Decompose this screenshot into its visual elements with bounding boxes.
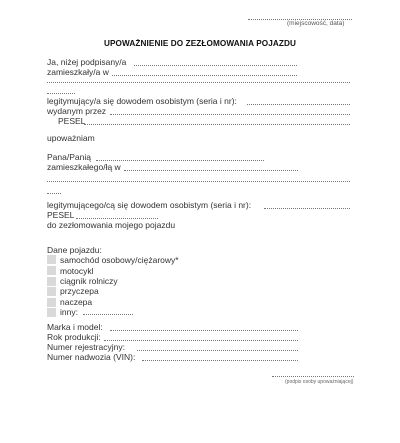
grantee-address-line-3[interactable] bbox=[47, 193, 61, 194]
authorize-text: upoważniam bbox=[47, 133, 95, 143]
grantee-id-line[interactable] bbox=[264, 208, 350, 209]
make-model-label: Marka i model: bbox=[47, 322, 103, 332]
registration-number-label: Numer rejestracyjny: bbox=[47, 342, 125, 352]
grantor-name-label: Ja, niżej podpisany/a bbox=[47, 57, 127, 67]
production-year-line[interactable] bbox=[104, 340, 298, 341]
checkbox-trailer-label: przyczepa bbox=[60, 286, 99, 296]
grantee-purpose-text: do zezłomowania mojego pojazdu bbox=[47, 220, 176, 230]
grantor-address-line-2[interactable] bbox=[47, 82, 350, 83]
grantor-id-label: legitymujący/a się dowodem osobistym (seria i nr): bbox=[47, 96, 237, 106]
grantee-name-line[interactable] bbox=[96, 160, 264, 161]
checkbox-motorcycle-label: motocykl bbox=[60, 266, 94, 276]
grantor-issued-by-line[interactable] bbox=[110, 114, 350, 115]
grantee-pesel-label: PESEL bbox=[47, 210, 75, 220]
place-date-caption: (miejscowość, data) bbox=[287, 20, 345, 27]
checkbox-car-truck-label: samochód osobowy/ciężarowy* bbox=[60, 255, 179, 265]
make-model-line[interactable] bbox=[110, 330, 298, 331]
checkbox-semitrailer[interactable] bbox=[47, 298, 56, 307]
other-vehicle-line[interactable] bbox=[83, 314, 133, 315]
grantee-address-line[interactable] bbox=[124, 170, 298, 171]
vin-label: Numer nadwozia (VIN): bbox=[47, 352, 136, 362]
grantor-name-line[interactable] bbox=[134, 65, 297, 66]
grantee-name-label: Pana/Panią bbox=[47, 152, 91, 162]
checkbox-semitrailer-label: naczepa bbox=[60, 297, 93, 307]
signature-caption: (podpis osoby upoważniającej) bbox=[285, 379, 354, 385]
grantor-issued-by-label: wydanym przez bbox=[47, 106, 107, 116]
grantor-id-line[interactable] bbox=[247, 104, 350, 105]
grantee-pesel-line[interactable] bbox=[76, 218, 158, 219]
signature-line[interactable] bbox=[272, 376, 354, 377]
checkbox-trailer[interactable] bbox=[47, 287, 56, 296]
production-year-label: Rok produkcji: bbox=[47, 332, 101, 342]
document-title: UPOWAŻNIENIE DO ZEZŁOMOWANIA POJAZDU bbox=[103, 39, 297, 48]
grantee-id-label: legitymującego/cą się dowodem osobistym (seria i nr): bbox=[47, 200, 252, 210]
checkbox-tractor-label: ciągnik rolniczy bbox=[60, 276, 118, 286]
checkbox-tractor[interactable] bbox=[47, 277, 56, 286]
grantee-address-label: zamieszkałego/łą w bbox=[47, 162, 121, 172]
grantor-pesel-line[interactable] bbox=[84, 124, 350, 125]
grantor-address-line[interactable] bbox=[112, 75, 297, 76]
registration-number-line[interactable] bbox=[137, 350, 298, 351]
grantor-address-line-3[interactable] bbox=[47, 93, 75, 94]
checkbox-car-truck[interactable] bbox=[47, 255, 56, 264]
vin-line[interactable] bbox=[142, 360, 298, 361]
checkbox-motorcycle[interactable] bbox=[47, 266, 56, 275]
grantor-pesel-label: PESEL bbox=[58, 116, 86, 126]
checkbox-other-label: inny: bbox=[60, 307, 78, 317]
vehicle-heading: Dane pojazdu: bbox=[47, 245, 102, 255]
checkbox-other[interactable] bbox=[47, 308, 56, 317]
grantee-address-line-2[interactable] bbox=[47, 181, 350, 182]
grantor-address-label: zamieszkały/a w bbox=[47, 67, 109, 77]
